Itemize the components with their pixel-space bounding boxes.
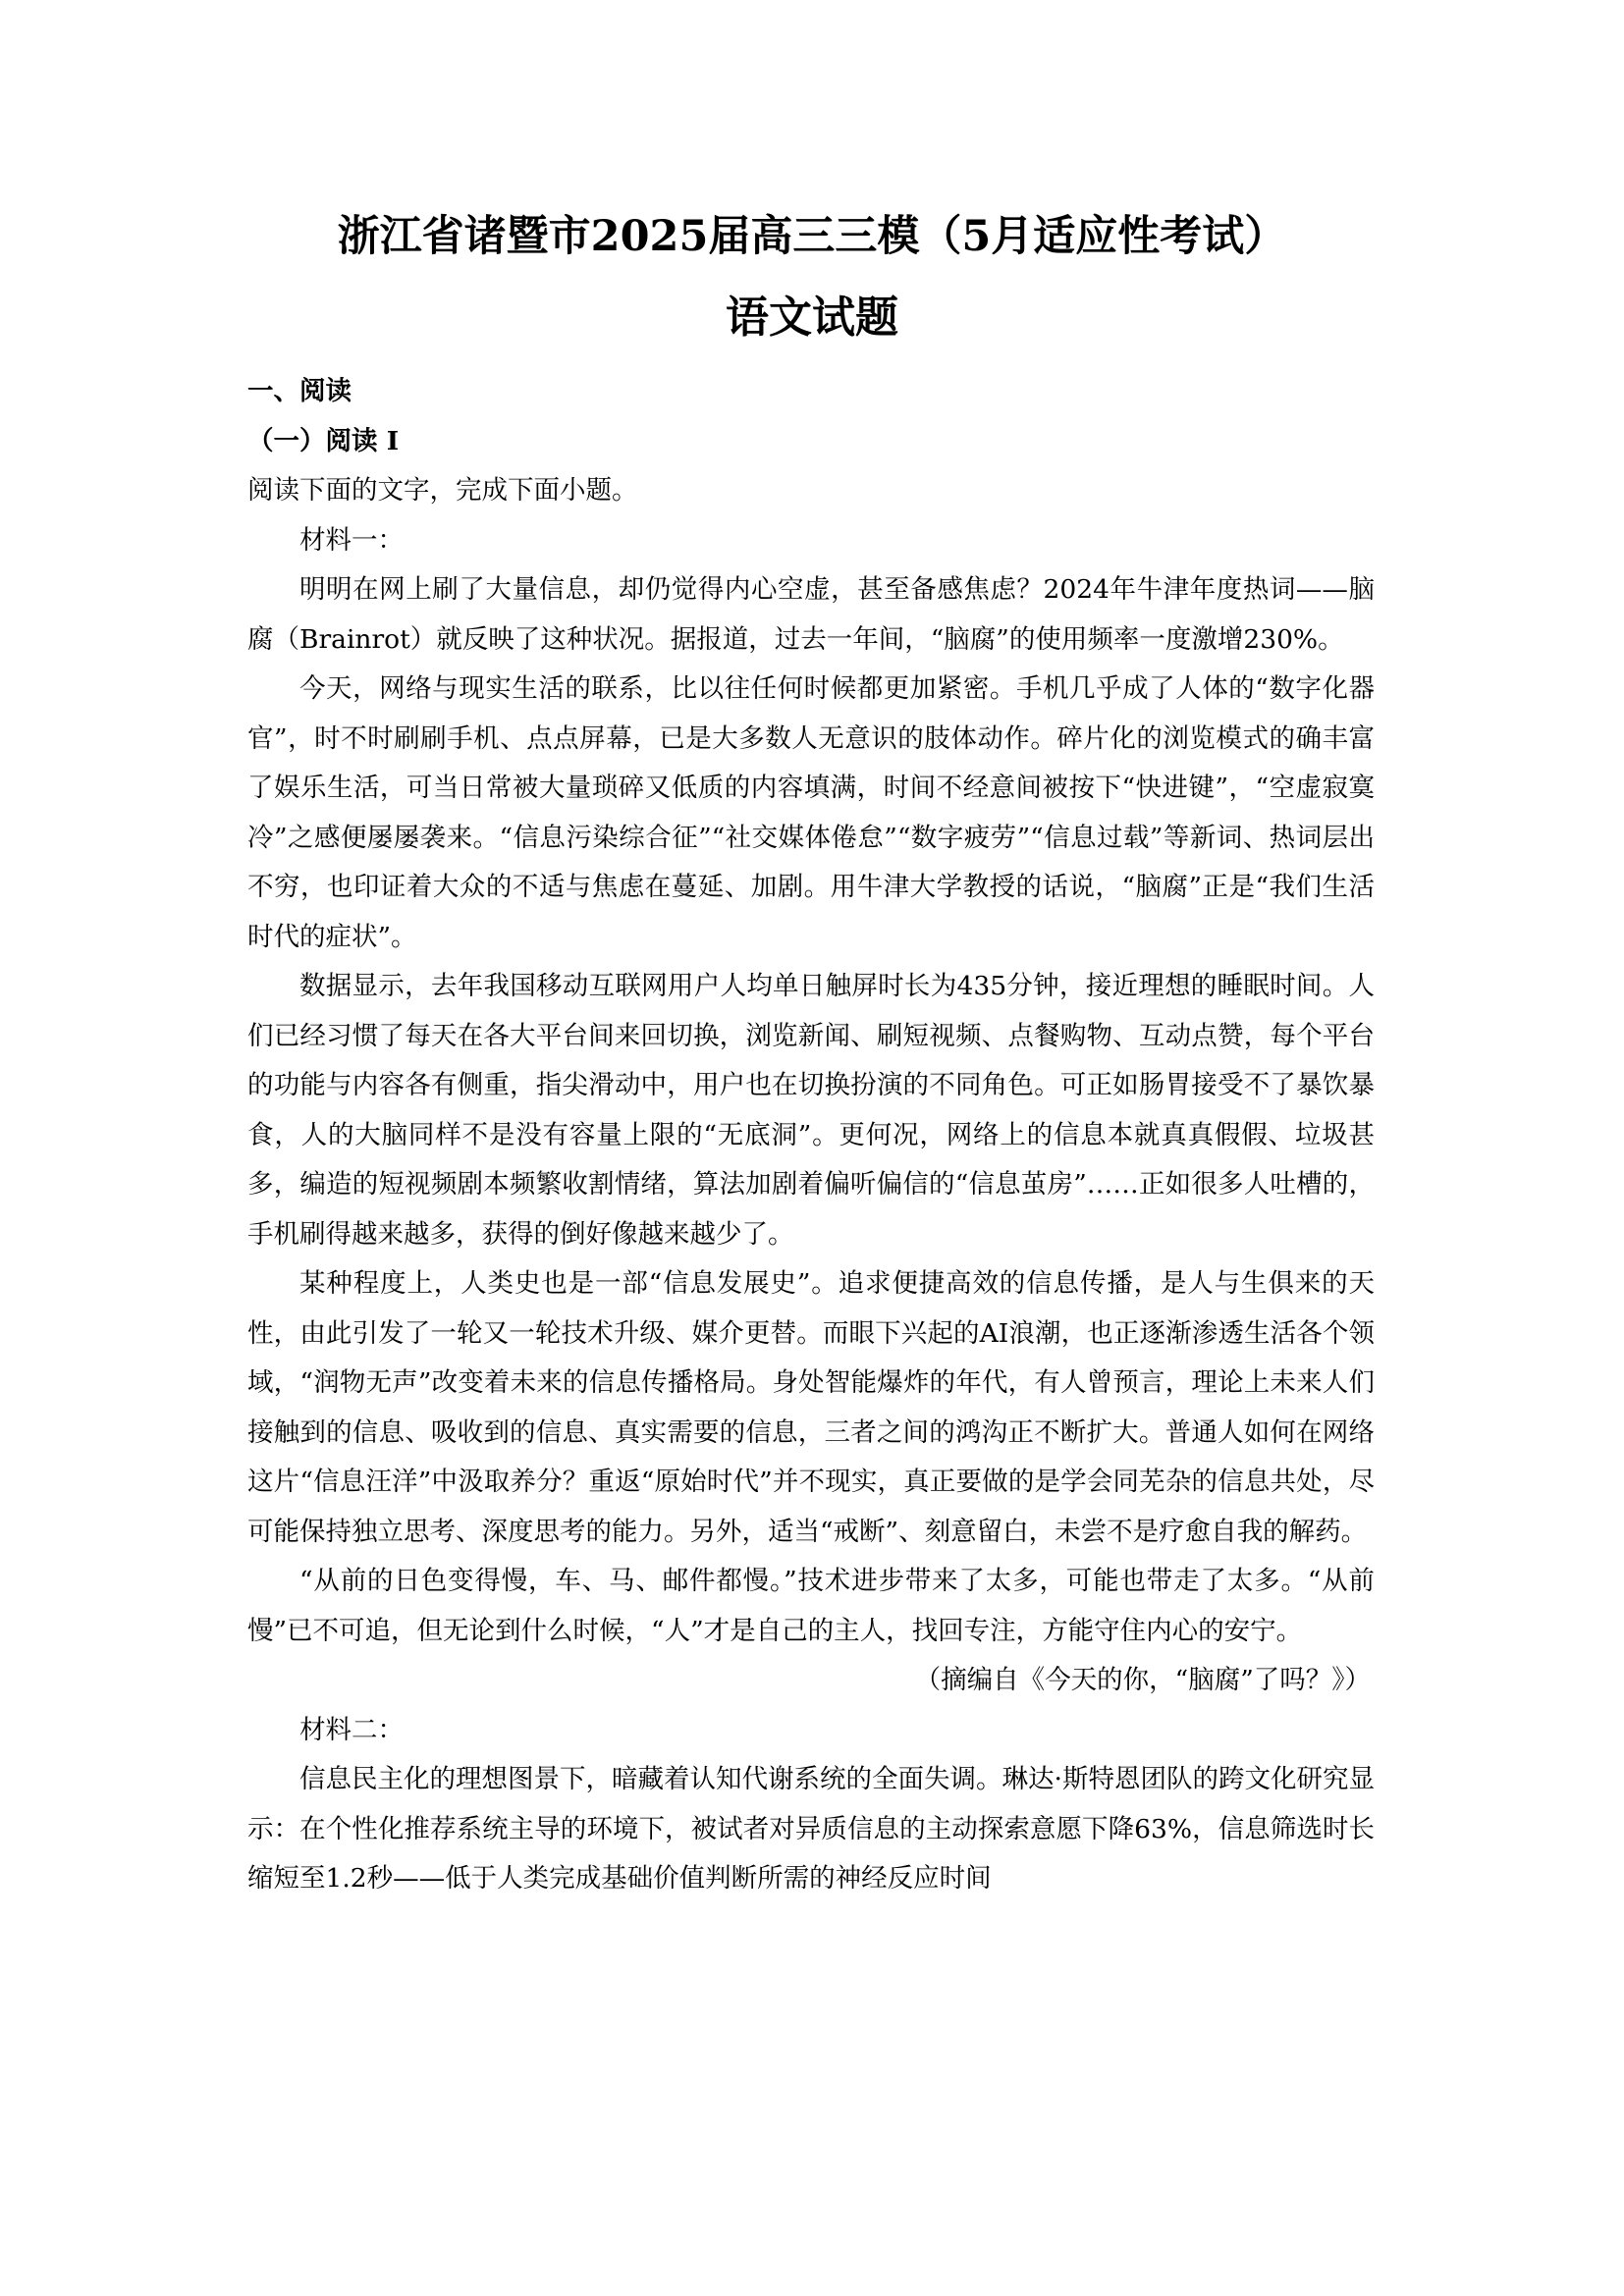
exam-subtitle: 语文试题 <box>726 293 898 343</box>
material-two-label: 材料二： <box>299 1714 404 1745</box>
exam-body <box>247 367 1375 1904</box>
material-one-paragraph: 今天，网络与现实生活的联系，比以往任何时候都更加紧密。手机几乎成了人体的“数字化器官”，时不时刷刷手机、点点屏幕，已是大多数人无意识的肢体动作。碎片化的浏览模式的确丰富了娱乐生活，可当日常被大量琐碎又低质的内容填满，时间不经意间被按下“快进键”，“空虚寂寞冷”之感便屡屡袭来。“信息污染综合征”“社交媒体倦怠”“数字疲劳”“信息过载”等新词、热词层出不穷，也印证着大众的不适与焦虑在蔓延、加剧。用牛津大学教授的话说，“脑腐”正是“我们生活时代的症状”。 <box>247 673 1375 952</box>
material-one-label: 材料一： <box>299 524 404 556</box>
material-one-source: （摘编自《今天的你，“脑腐”了吗？》） <box>914 1665 1371 1695</box>
material-one-paragraph: “从前的日色变得慢，车、马、邮件都慢。”技术进步带来了太多，可能也带走了太多。“从前慢”已不可追，但无论到什么时候，“人”才是自己的主人，找回专注，方能守住内心的安宁。 <box>247 1566 1375 1646</box>
exam-title: 浙江省诸暨市2025届高三三模（5月适应性考试） <box>337 212 1287 261</box>
section-heading: 一、阅读 <box>247 376 352 406</box>
subsection-heading: （一）阅读 I <box>247 425 400 456</box>
material-one-paragraph: 某种程度上，人类史也是一部“信息发展史”。追求便捷高效的信息传播，是人与生俱来的天性，由此引发了一轮又一轮技术升级、媒介更替。而眼下兴起的AI浪潮，也正逐渐渗透生活各个领域，“润物无声”改变着未来的信息传播格局。身处智能爆炸的年代，有人曾预言，理论上未来人们接触到的信息、吸收到的信息、真实需要的信息，三者之间的鸿沟正不断扩大。普通人如何在网络这片“信息汪洋”中汲取养分？重返“原始时代”并不现实，真正要做的是学会同芜杂的信息共处，尽可能保持独立思考、深度思考的能力。另外，适当“戒断”、刻意留白，未尝不是疗愈自我的解药。 <box>247 1268 1375 1547</box>
material-two-paragraph: 信息民主化的理想图景下，暗藏着认知代谢系统的全面失调。琳达·斯特恩团队的跨文化研究显示：在个性化推荐系统主导的环境下，被试者对异质信息的主动探索意愿下降63%，信息筛选时长缩短至1.2秒——低于人类完成基础价值判断所需的神经反应时间 <box>247 1764 1375 1894</box>
material-one-paragraph: 明明在网上刷了大量信息，却仍觉得内心空虚，甚至备感焦虑？2024年牛津年度热词——脑腐（Brainrot）就反映了这种状况。据报道，过去一年间，“脑腐”的使用频率一度激增230%。 <box>247 574 1375 655</box>
material-one-paragraph: 数据显示，去年我国移动互联网用户人均单日触屏时长为435分钟，接近理想的睡眠时间。人们已经习惯了每天在各大平台间来回切换，浏览新闻、刷短视频、点餐购物、互动点赞，每个平台的功能与内容各有侧重，指尖滑动中，用户也在切换扮演的不同角色。可正如肠胃接受不了暴饮暴食，人的大脑同样不是没有容量上限的“无底洞”。更何况，网络上的信息本就真真假假、垃圾甚多，编造的短视频剧本频繁收割情绪，算法加剧着偏听偏信的“信息茧房”……正如很多人吐槽的，手机刷得越来越多，获得的倒好像越来越少了。 <box>247 971 1375 1250</box>
instruction-text: 阅读下面的文字，完成下面小题。 <box>247 475 638 506</box>
